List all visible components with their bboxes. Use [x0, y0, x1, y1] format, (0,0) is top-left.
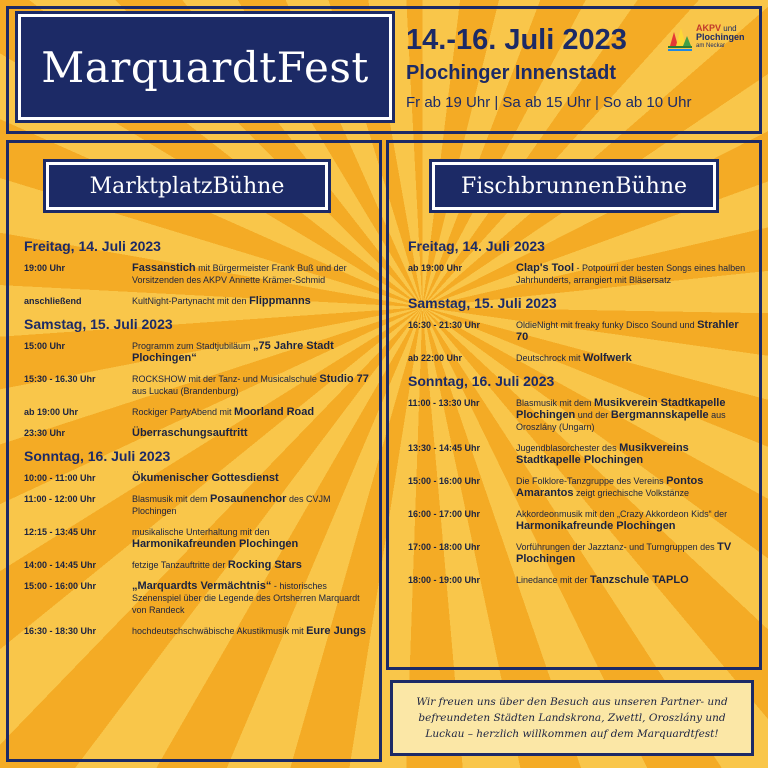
event-description: [132, 472, 370, 484]
schedule-row: [24, 580, 370, 616]
event-time: 15:00 - 16:00 Uhr: [408, 476, 481, 486]
event-time: 10:00 - 11:00 Uhr: [24, 473, 96, 483]
festival-title: MarquardtFest: [41, 42, 369, 92]
event-text: Deutschrock mit: [516, 353, 584, 363]
event-text: KultNight-Partynacht mit den: [132, 296, 250, 306]
event-description: [132, 580, 370, 616]
schedule-row: [408, 262, 752, 286]
event-text: aus Luckau (Brandenburg): [132, 386, 239, 396]
performer-name: Harmonikafreunden Plochingen: [132, 538, 299, 550]
performer-name: Wolfwerk: [583, 352, 632, 364]
performer-name: Harmonikafreunde Plochingen: [516, 520, 676, 532]
event-text: Blasmusik mit dem: [516, 398, 595, 408]
performer-name: Eure Jungs: [306, 625, 366, 637]
event-time: 15:00 - 16:00 Uhr: [24, 581, 97, 591]
event-time: 16:30 - 18:30 Uhr: [24, 626, 97, 636]
event-description: [516, 475, 752, 499]
event-description: [516, 319, 752, 343]
day-block: [408, 373, 752, 586]
event-description: [132, 625, 370, 637]
event-description: [516, 574, 752, 586]
performer-name: „75 Jahre Stadt Plochingen“: [132, 340, 334, 364]
schedule-row: [24, 625, 370, 637]
event-time: 13:30 - 14:45 Uhr: [408, 443, 481, 453]
schedule-row: [408, 319, 752, 343]
event-description: [132, 340, 370, 364]
event-text: Blasmusik mit dem: [132, 494, 211, 504]
day-heading: Freitag, 14. Juli 2023: [24, 238, 161, 254]
performer-name: Fassanstich: [132, 262, 196, 274]
day-block: [24, 238, 370, 307]
performer-name: Musikverein Stadtkapelle Plochingen: [516, 397, 726, 421]
event-location: Plochinger Innenstadt: [406, 62, 617, 84]
event-description: [516, 352, 752, 364]
day-heading: Samstag, 15. Juli 2023: [408, 295, 557, 311]
performer-name: Flippmanns: [249, 295, 311, 307]
event-description: [132, 373, 370, 397]
event-text: Die Folklore-Tanzgruppe des Vereins: [516, 476, 667, 486]
event-text: - historisches Szenenspiel über die Legende des Ortsherren Marquardt von Randeck: [132, 581, 360, 615]
event-text: Vorführungen der Jazztanz- und Turngruppen des: [516, 542, 718, 552]
schedule-row: [408, 352, 752, 364]
performer-name: Strahler 70: [516, 319, 739, 343]
schedule-row: [24, 295, 370, 307]
schedule-row: [24, 406, 370, 418]
fischbrunnen-stage-title: FischbrunnenBühne: [460, 173, 688, 199]
schedule-row: [24, 373, 370, 397]
day-block: [408, 295, 752, 364]
performer-name: „Marquardts Vermächtnis“: [132, 580, 272, 592]
event-text: Jugendblasorchester des: [516, 443, 620, 453]
event-text: ROCKSHOW mit der Tanz- und Musicalschule: [132, 374, 320, 384]
event-text: OldieNight mit freaky funky Disco Sound und: [516, 320, 698, 330]
event-text: aus Oroszlány (Ungarn): [516, 410, 726, 432]
event-time: 12:15 - 13:45 Uhr: [24, 527, 97, 537]
performer-name: Clap's Tool: [516, 262, 575, 274]
schedule-row: [408, 397, 752, 433]
logo-line1-suffix: und: [723, 24, 737, 33]
day-block: [24, 316, 370, 439]
event-time: 16:30 - 21:30 Uhr: [408, 320, 481, 330]
performer-name: Ökumenischer Gottesdienst: [132, 472, 279, 484]
schedule-row: [408, 574, 752, 586]
schedule-row: [24, 559, 370, 571]
day-heading: Sonntag, 16. Juli 2023: [24, 448, 171, 464]
event-description: [516, 442, 752, 466]
event-text: und der: [575, 410, 611, 420]
performer-name: Musikvereins Stadtkapelle Plochingen: [516, 442, 689, 466]
event-time: 15:30 - 16.30 Uhr: [24, 374, 96, 384]
event-text: fetzige Tanzauftritte der: [132, 560, 228, 570]
event-text: zeigt griechische Volkstänze: [573, 488, 690, 498]
schedule-row: [24, 427, 370, 439]
schedule-row: [408, 508, 752, 532]
performer-name: Tanzschule TAPLO: [590, 574, 689, 586]
event-text: Akkordeonmusik mit den „Crazy Akkordeon Kids“ der: [516, 509, 728, 519]
event-time: 11:00 - 12:00 Uhr: [24, 494, 96, 504]
event-text: Rockiger PartyAbend mit: [132, 407, 235, 417]
logo-line2: Plochingen: [696, 32, 745, 42]
logo-line1: AKPV: [696, 23, 722, 33]
event-description: [516, 508, 752, 532]
day-block: [24, 448, 370, 637]
event-description: [516, 397, 752, 433]
partner-cities-text: Wir freuen uns über den Besuch aus unseren Partner- und befreundeten Städten Landskrona, Zwettl, Oroszlány und Luckau – herzlich willkommen auf dem Marquardtfest!: [416, 696, 728, 740]
event-description: [132, 295, 370, 307]
event-description: [132, 427, 370, 439]
event-text: musikalische Unterhaltung mit den: [132, 527, 270, 537]
event-time: anschließend: [24, 296, 82, 306]
performer-name: Moorland Road: [234, 406, 315, 418]
schedule-row: [24, 493, 370, 517]
event-time: 14:00 - 14:45 Uhr: [24, 560, 97, 570]
partner-cities-note: [390, 680, 754, 756]
event-text: Linedance mit der: [516, 575, 591, 585]
event-times: Fr ab 19 Uhr | Sa ab 15 Uhr | So ab 10 Uhr: [406, 94, 692, 111]
schedule-row: [408, 442, 752, 466]
event-time: 11:00 - 13:30 Uhr: [408, 398, 480, 408]
event-time: ab 22:00 Uhr: [408, 353, 463, 363]
event-description: [132, 559, 370, 571]
performer-name: Pontos Amarantos: [516, 475, 704, 499]
day-heading: Samstag, 15. Juli 2023: [24, 316, 173, 332]
day-block: [408, 238, 752, 286]
event-description: [516, 262, 752, 286]
schedule-row: [408, 541, 752, 565]
logo-line3: am Neckar: [696, 43, 726, 49]
day-heading: Freitag, 14. Juli 2023: [408, 238, 545, 254]
marktplatz-stage-title-box: [46, 162, 328, 210]
event-text: hochdeutschschwäbische Akustikmusik mit: [132, 626, 307, 636]
akpv-logo-icon: [666, 24, 694, 54]
schedule-row: [24, 262, 370, 286]
performer-name: Rocking Stars: [227, 559, 302, 571]
event-time: ab 19:00 Uhr: [408, 263, 463, 273]
performer-name: Bergmannskapelle: [610, 409, 709, 421]
schedule-row: [24, 472, 370, 484]
day-heading: Sonntag, 16. Juli 2023: [408, 373, 555, 389]
event-dates: 14.-16. Juli 2023: [406, 24, 627, 56]
festival-title-box: [18, 14, 392, 120]
schedule-row: [408, 475, 752, 499]
event-time: 15:00 Uhr: [24, 341, 66, 351]
fischbrunnen-schedule: [408, 238, 752, 595]
event-text: - Potpourri der besten Songs eines halben Jahrhunderts, arrangiert mit Bläsersatz: [516, 263, 746, 285]
performer-name: Überraschungsauftritt: [132, 427, 248, 439]
event-text: des CVJM Plochingen: [132, 494, 331, 516]
marktplatz-schedule: [24, 238, 370, 646]
event-description: [132, 406, 370, 418]
akpv-logo: [666, 24, 756, 60]
event-time: 19:00 Uhr: [24, 263, 66, 273]
event-time: 17:00 - 18:00 Uhr: [408, 542, 481, 552]
event-time: 16:00 - 17:00 Uhr: [408, 509, 481, 519]
event-text: Programm zum Stadtjubiläum: [132, 341, 254, 351]
event-time: 18:00 - 19:00 Uhr: [408, 575, 481, 585]
event-time: ab 19:00 Uhr: [24, 407, 79, 417]
event-description: [132, 262, 370, 286]
performer-name: Studio 77: [319, 373, 369, 385]
performer-name: TV Plochingen: [516, 541, 732, 565]
event-description: [132, 526, 370, 550]
performer-name: Posaunenchor: [210, 493, 287, 505]
event-description: [516, 541, 752, 565]
event-time: 23:30 Uhr: [24, 428, 66, 438]
fischbrunnen-stage-title-box: [432, 162, 716, 210]
event-description: [132, 493, 370, 517]
schedule-row: [24, 526, 370, 550]
event-text: mit Bürgermeister Frank Buß und der Vorsitzenden des AKPV Annette Krämer-Schmid: [132, 263, 347, 285]
marktplatz-stage-title: MarktplatzBühne: [89, 173, 285, 199]
schedule-row: [24, 340, 370, 364]
